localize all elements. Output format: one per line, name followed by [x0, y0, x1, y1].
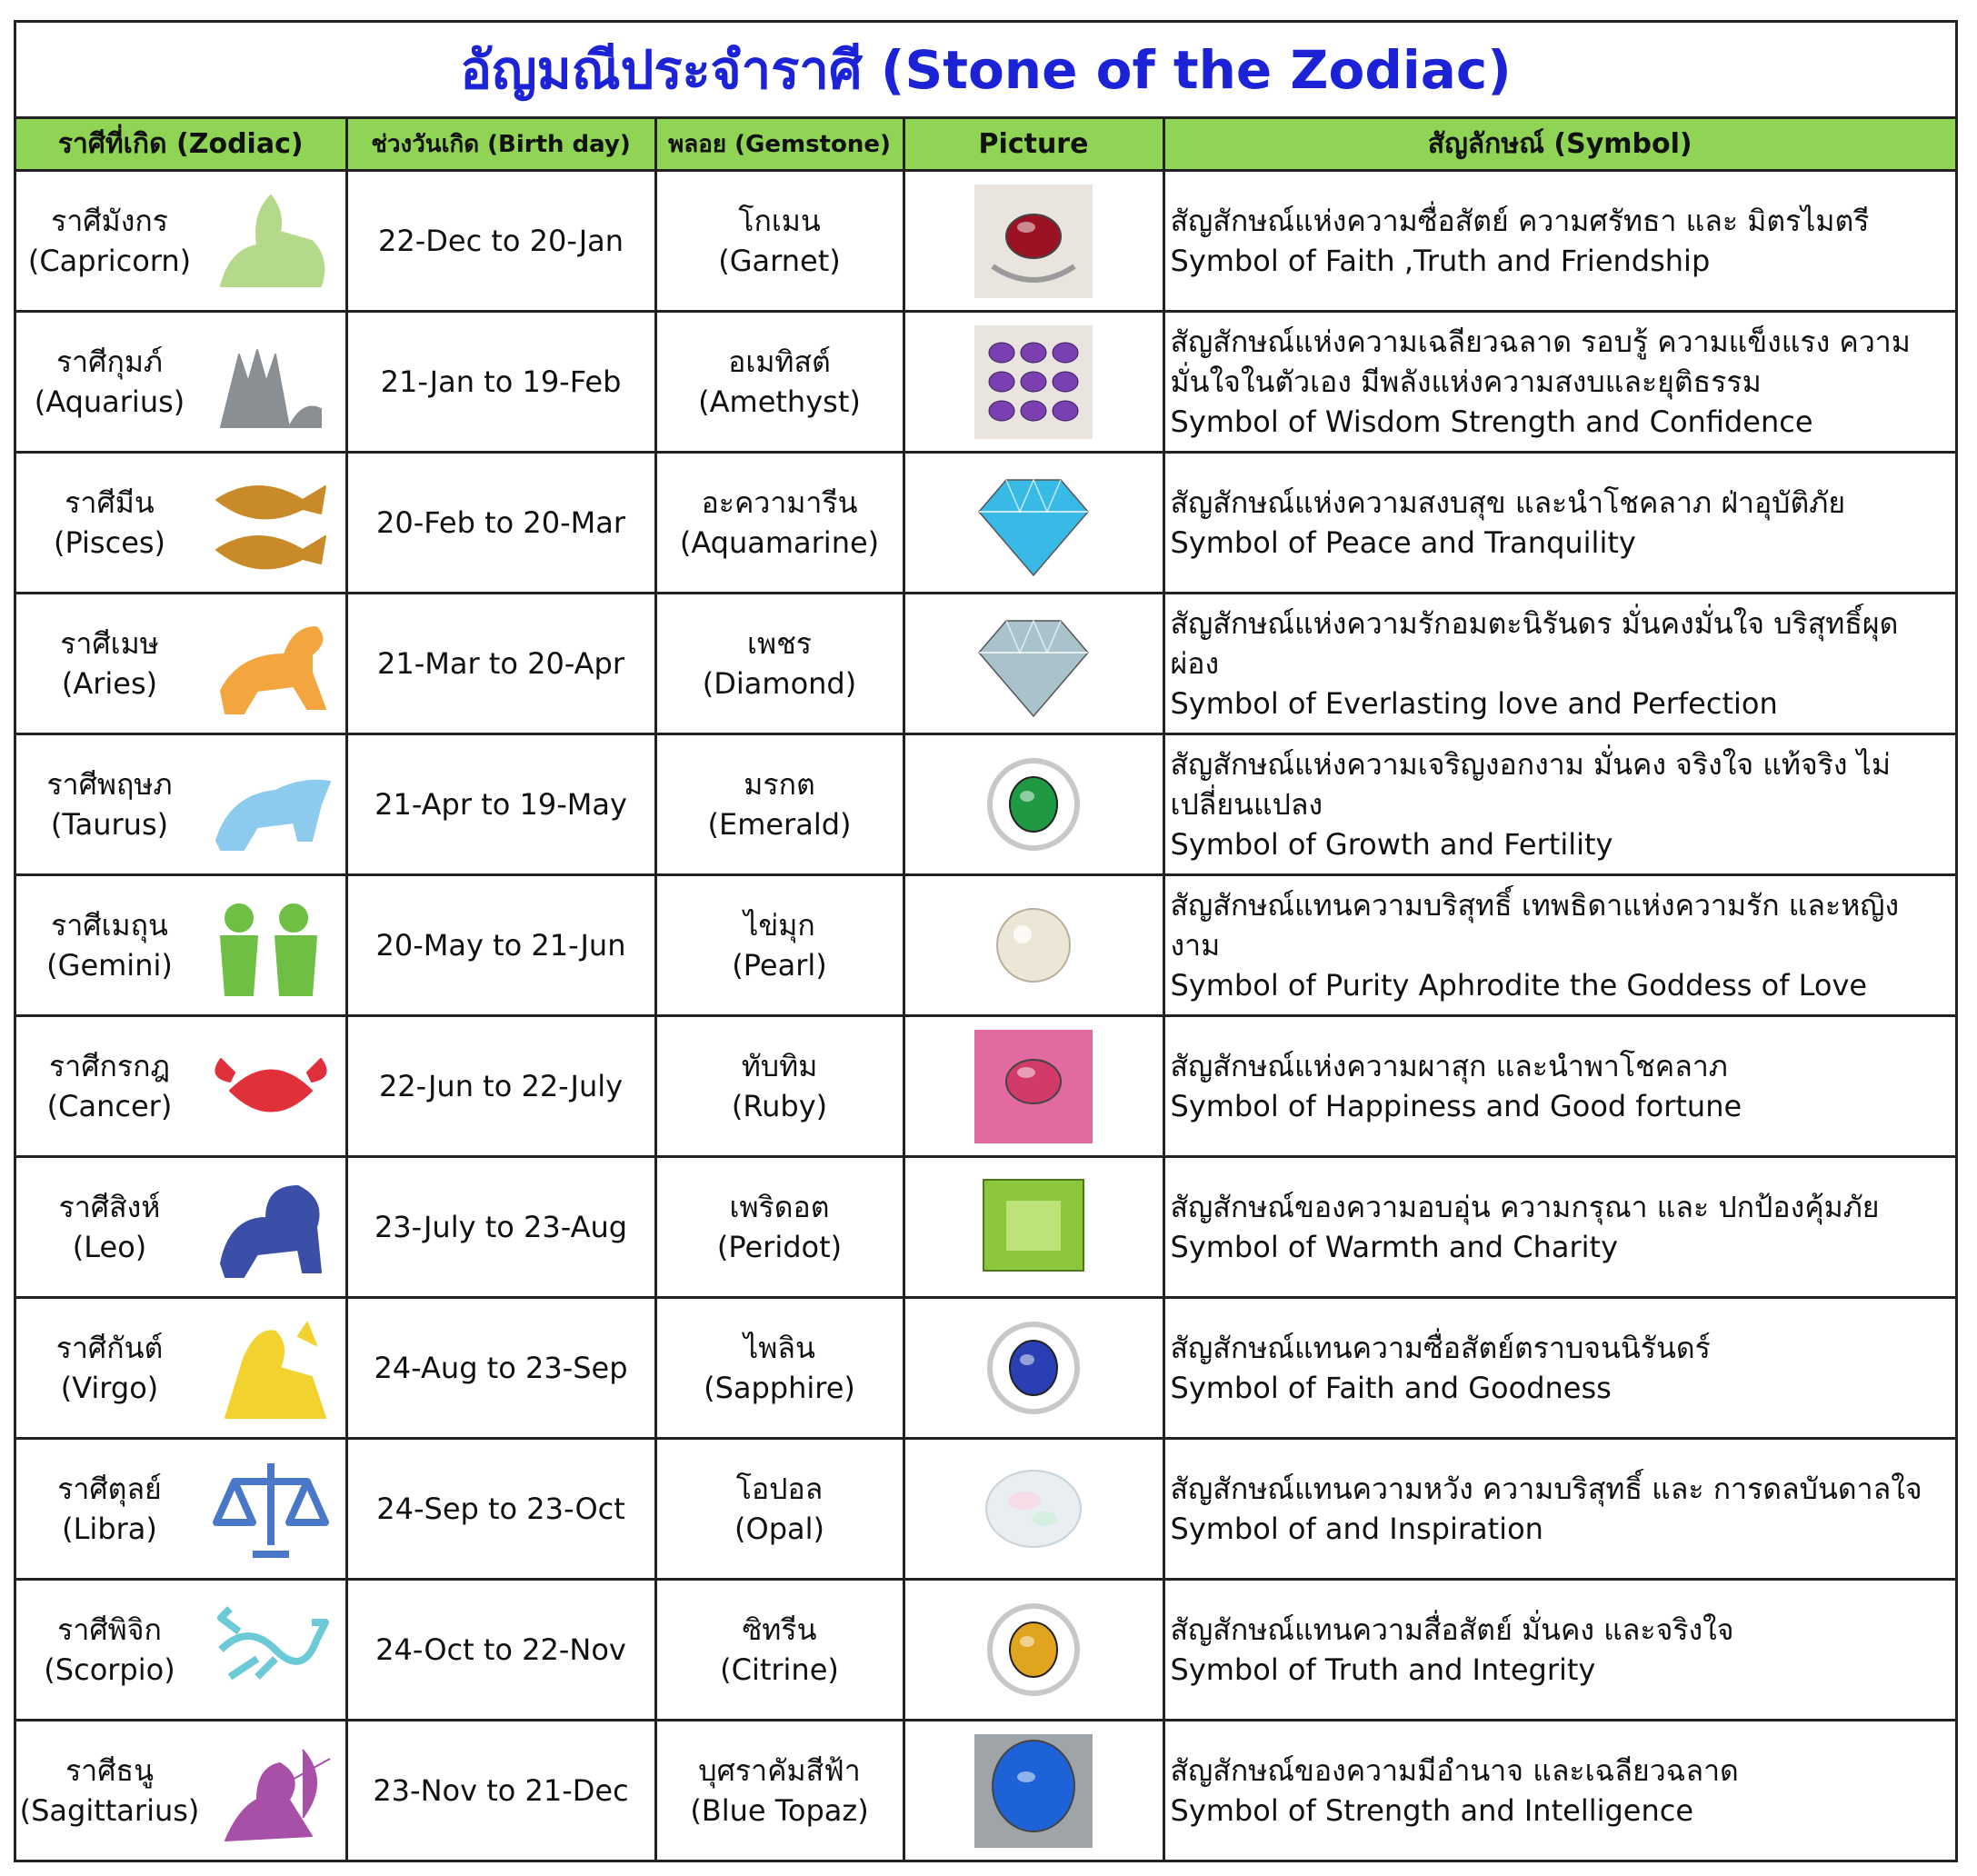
- gem-english: (Peridot): [716, 1230, 843, 1264]
- symbol-cell: [1163, 1157, 1955, 1298]
- symbol-line: Symbol of Everlasting love and Perfection: [1170, 686, 1778, 721]
- zodiac-cell: [16, 875, 346, 1016]
- scorpio-icon: [203, 1586, 339, 1713]
- zodiac-name: [16, 1751, 203, 1831]
- symbol-cell: [1163, 1439, 1955, 1580]
- symbol-cell: [1163, 1016, 1955, 1157]
- capricorn-icon: [203, 177, 339, 304]
- zodiac-wrap: [16, 1440, 345, 1578]
- gem-thai: บุศราคัมสีฟ้า: [698, 1753, 861, 1788]
- symbol-line: มั่นใจในตัวเอง มีพลังแห่งความสงบและยุติธรรม: [1170, 364, 1762, 399]
- gem-thai: เพริดอต: [729, 1190, 830, 1224]
- picture-cell: [904, 1721, 1163, 1861]
- table-row: [16, 1016, 1955, 1157]
- gemstone-cell: [655, 171, 904, 312]
- symbol-line: Symbol of Purity Aphrodite the Goddess of Love: [1170, 968, 1868, 1003]
- header-zodiac: ราศีที่เกิด (Zodiac): [16, 119, 346, 171]
- symbol-cell: [1163, 875, 1955, 1016]
- zodiac-name: [16, 342, 203, 422]
- symbol-cell: [1163, 453, 1955, 594]
- symbol-cell: [1163, 594, 1955, 734]
- birthday-cell: 21-Apr to 19-May: [346, 734, 655, 875]
- sagittarius-icon: [203, 1727, 339, 1854]
- symbol-line: Symbol of and Inspiration: [1170, 1512, 1543, 1546]
- zodiac-english: (Taurus): [50, 807, 169, 842]
- gemini-icon: [203, 882, 339, 1009]
- birthday-cell: 22-Jun to 22-July: [346, 1016, 655, 1157]
- zodiac-name: [16, 1610, 203, 1690]
- header-symbol: สัญลักษณ์ (Symbol): [1163, 119, 1955, 171]
- header-gemstone: พลอย (Gemstone): [655, 119, 904, 171]
- gemstone-cell: [655, 875, 904, 1016]
- zodiac-english: (Capricorn): [27, 244, 192, 278]
- gemstone-cell: [655, 1298, 904, 1439]
- diamond-photo: [905, 594, 1163, 733]
- symbol-line: สัญสักษณ์แห่งความรักอมตะนิรันดร มั่นคงมั่นใจ บริสุทธิ์ผุด: [1170, 606, 1899, 641]
- gem-thai: โอปอล: [735, 1472, 824, 1506]
- zodiac-cell: [16, 453, 346, 594]
- symbol-line: เปลี่ยนแปลง: [1170, 787, 1323, 822]
- citrine-photo: [905, 1581, 1163, 1719]
- gem-english: (Ruby): [731, 1089, 828, 1123]
- zodiac-english: (Pisces): [53, 525, 166, 560]
- picture-cell: [904, 1016, 1163, 1157]
- table-row: [16, 1580, 1955, 1721]
- symbol-line: สัญสักษณ์แทนความสื่อสัตย์ มั่นคง และจริงใจ: [1170, 1612, 1734, 1647]
- zodiac-thai: ราศีกุมภ์: [55, 344, 164, 379]
- table-row: [16, 875, 1955, 1016]
- zodiac-name: [16, 1046, 203, 1126]
- page-title: อัญมณีประจำราศี (Stone of the Zodiac): [16, 23, 1955, 119]
- pisces-icon: [203, 459, 339, 586]
- zodiac-english: (Scorpio): [44, 1652, 175, 1687]
- table-row: [16, 594, 1955, 734]
- picture-cell: [904, 312, 1163, 453]
- picture-cell: [904, 734, 1163, 875]
- zodiac-cell: [16, 1016, 346, 1157]
- birthday-cell: 23-Nov to 21-Dec: [346, 1721, 655, 1861]
- symbol-line: งาม: [1170, 928, 1221, 963]
- garnet-photo: [905, 172, 1163, 310]
- zodiac-name: [16, 624, 203, 704]
- zodiac-wrap: [16, 172, 345, 310]
- symbol-cell: [1163, 312, 1955, 453]
- symbol-line: สัญสักษณ์ของความอบอุ่น ความกรุณา และ ปกป้องคุ้มภัย: [1170, 1190, 1880, 1224]
- zodiac-wrap: [16, 313, 345, 451]
- picture-cell: [904, 1157, 1163, 1298]
- gem-thai: ซิทรีน: [742, 1612, 817, 1647]
- aries-icon: [203, 600, 339, 727]
- opal-photo: [905, 1440, 1163, 1578]
- birthday-cell: 24-Oct to 22-Nov: [346, 1580, 655, 1721]
- gem-english: (Diamond): [702, 666, 857, 701]
- gem-english: (Blue Topaz): [690, 1793, 869, 1828]
- symbol-line: สัญสักษณ์แทนความบริสุทธิ์ เทพธิดาแห่งความรัก และหญิง: [1170, 888, 1900, 923]
- symbol-cell: [1163, 1580, 1955, 1721]
- table-row: [16, 1721, 1955, 1861]
- zodiac-name: [16, 1187, 203, 1267]
- picture-cell: [904, 1439, 1163, 1580]
- gemstone-cell: [655, 1016, 904, 1157]
- zodiac-english: (Aquarius): [34, 384, 185, 419]
- gem-thai: เพชร: [747, 626, 812, 661]
- zodiac-english: (Virgo): [60, 1371, 159, 1405]
- zodiac-wrap: [16, 1581, 345, 1719]
- zodiac-cell: [16, 312, 346, 453]
- symbol-cell: [1163, 171, 1955, 312]
- zodiac-cell: [16, 1580, 346, 1721]
- picture-cell: [904, 1298, 1163, 1439]
- zodiac-english: (Libra): [62, 1512, 157, 1546]
- zodiac-cell: [16, 1721, 346, 1861]
- birthday-cell: 21-Jan to 19-Feb: [346, 312, 655, 453]
- gemstone-cell: [655, 1580, 904, 1721]
- symbol-cell: [1163, 1721, 1955, 1861]
- zodiac-cell: [16, 1439, 346, 1580]
- symbol-line: Symbol of Faith and Goodness: [1170, 1371, 1612, 1405]
- libra-icon: [203, 1445, 339, 1572]
- zodiac-wrap: [16, 454, 345, 592]
- symbol-line: สัญสักษณ์แทนความซื่อสัตย์ตราบจนนิรันดร์: [1170, 1331, 1711, 1365]
- zodiac-thai: ราศีกันต์: [55, 1331, 164, 1365]
- aquamarine-photo: [905, 454, 1163, 592]
- header-picture: Picture: [904, 119, 1163, 171]
- birthday-cell: 21-Mar to 20-Apr: [346, 594, 655, 734]
- zodiac-cell: [16, 594, 346, 734]
- zodiac-thai: ราศีกรกฎ: [49, 1049, 170, 1083]
- virgo-icon: [203, 1304, 339, 1432]
- gem-thai: มรกต: [744, 767, 815, 802]
- symbol-line: สัญสักษณ์แห่งความซื่อสัตย์ ความศรัทธา และ มิตรไมตรี: [1170, 204, 1870, 238]
- zodiac-table: [16, 119, 1955, 1860]
- ruby-photo: [905, 1017, 1163, 1155]
- table-row: [16, 1439, 1955, 1580]
- sapphire-photo: [905, 1299, 1163, 1437]
- gem-thai: อะความารีน: [701, 485, 858, 520]
- header-row: [16, 119, 1955, 171]
- table-row: [16, 171, 1955, 312]
- symbol-line: สัญสักษณ์แห่งความสงบสุข และนำโชคลาภ ฝ่าอุบัติภัย: [1170, 485, 1846, 520]
- symbol-line: Symbol of Faith ,Truth and Friendship: [1170, 244, 1711, 278]
- symbol-line: ผ่อง: [1170, 646, 1220, 681]
- birthday-cell: 24-Aug to 23-Sep: [346, 1298, 655, 1439]
- symbol-line: Symbol of Peace and Tranquility: [1170, 525, 1636, 560]
- symbol-line: Symbol of Happiness and Good fortune: [1170, 1089, 1742, 1123]
- table-row: [16, 312, 1955, 453]
- symbol-line: สัญสักษณ์ของความมีอำนาจ และเฉลียวฉลาด: [1170, 1753, 1739, 1788]
- taurus-icon: [203, 741, 339, 868]
- zodiac-stone-sheet: [14, 20, 1958, 1862]
- gemstone-cell: [655, 734, 904, 875]
- zodiac-name: [16, 1328, 203, 1408]
- amethyst-photo: [905, 313, 1163, 451]
- symbol-line: Symbol of Wisdom Strength and Confidence: [1170, 404, 1813, 439]
- symbol-line: Symbol of Growth and Fertility: [1170, 827, 1613, 862]
- gem-thai: อเมทิสต์: [728, 344, 831, 379]
- zodiac-name: [16, 201, 203, 281]
- symbol-line: สัญสักษณ์แห่งความผาสุก และนำพาโชคลาภ: [1170, 1049, 1728, 1083]
- gem-thai: ทับทิม: [741, 1049, 818, 1083]
- zodiac-thai: ราศีมีน: [65, 485, 155, 520]
- birthday-cell: 20-Feb to 20-Mar: [346, 453, 655, 594]
- table-row: [16, 453, 1955, 594]
- symbol-line: สัญสักษณ์แทนความหวัง ความบริสุทธิ์ และ การดลบันดาลใจ: [1170, 1472, 1922, 1506]
- table-row: [16, 734, 1955, 875]
- zodiac-thai: ราศีมังกร: [51, 204, 168, 238]
- gem-english: (Emerald): [707, 807, 852, 842]
- zodiac-wrap: [16, 735, 345, 873]
- blue-topaz-photo: [905, 1721, 1163, 1860]
- gem-english: (Garnet): [718, 244, 841, 278]
- gemstone-cell: [655, 453, 904, 594]
- zodiac-cell: [16, 171, 346, 312]
- gem-english: (Aquamarine): [679, 525, 880, 560]
- zodiac-name: [16, 483, 203, 563]
- zodiac-thai: ราศีพฤษภ: [46, 767, 173, 802]
- gem-english: (Opal): [734, 1512, 824, 1546]
- symbol-cell: [1163, 734, 1955, 875]
- zodiac-name: [16, 1469, 203, 1549]
- symbol-line: Symbol of Truth and Integrity: [1170, 1652, 1596, 1687]
- birthday-cell: 24-Sep to 23-Oct: [346, 1439, 655, 1580]
- zodiac-thai: ราศีธนู: [65, 1753, 154, 1788]
- peridot-photo: [905, 1158, 1163, 1296]
- symbol-line: Symbol of Strength and Intelligence: [1170, 1793, 1694, 1828]
- zodiac-name: [16, 764, 203, 844]
- emerald-photo: [905, 735, 1163, 873]
- zodiac-english: (Gemini): [46, 948, 173, 983]
- gemstone-cell: [655, 1157, 904, 1298]
- birthday-cell: 23-July to 23-Aug: [346, 1157, 655, 1298]
- picture-cell: [904, 1580, 1163, 1721]
- gemstone-cell: [655, 1439, 904, 1580]
- birthday-cell: 20-May to 21-Jun: [346, 875, 655, 1016]
- zodiac-thai: ราศีตุลย์: [57, 1472, 162, 1506]
- picture-cell: [904, 171, 1163, 312]
- picture-cell: [904, 875, 1163, 1016]
- symbol-cell: [1163, 1298, 1955, 1439]
- pearl-photo: [905, 876, 1163, 1014]
- table-row: [16, 1298, 1955, 1439]
- cancer-icon: [203, 1023, 339, 1150]
- aquarius-icon: [203, 318, 339, 445]
- birthday-cell: 22-Dec to 20-Jan: [346, 171, 655, 312]
- zodiac-english: (Leo): [72, 1230, 147, 1264]
- zodiac-thai: ราศีเมษ: [60, 626, 159, 661]
- gem-thai: ไข่มุก: [744, 908, 815, 943]
- zodiac-thai: ราศีสิงห์: [58, 1190, 161, 1224]
- zodiac-english: (Aries): [61, 666, 158, 701]
- zodiac-name: [16, 905, 203, 985]
- gemstone-cell: [655, 594, 904, 734]
- gem-thai: ไพลิน: [744, 1331, 815, 1365]
- header-birthday: ช่วงวันเกิด (Birth day): [346, 119, 655, 171]
- zodiac-cell: [16, 1298, 346, 1439]
- zodiac-wrap: [16, 1299, 345, 1437]
- zodiac-wrap: [16, 594, 345, 733]
- gemstone-cell: [655, 312, 904, 453]
- zodiac-wrap: [16, 1721, 345, 1860]
- zodiac-thai: ราศีเมถุน: [51, 908, 168, 943]
- gem-thai: โกเมน: [738, 204, 821, 238]
- symbol-line: สัญสักษณ์แห่งความเจริญงอกงาม มั่นคง จริงใจ แท้จริง ไม่: [1170, 747, 1891, 782]
- table-row: [16, 1157, 1955, 1298]
- zodiac-english: (Cancer): [46, 1089, 173, 1123]
- gem-english: (Pearl): [732, 948, 827, 983]
- gem-english: (Amethyst): [698, 384, 861, 419]
- zodiac-wrap: [16, 876, 345, 1014]
- zodiac-thai: ราศีพิจิก: [57, 1612, 162, 1647]
- symbol-line: Symbol of Warmth and Charity: [1170, 1230, 1618, 1264]
- zodiac-cell: [16, 1157, 346, 1298]
- zodiac-wrap: [16, 1017, 345, 1155]
- symbol-line: สัญสักษณ์แห่งความเฉลียวฉลาด รอบรู้ ความแข็งแรง ความ: [1170, 324, 1911, 359]
- zodiac-wrap: [16, 1158, 345, 1296]
- picture-cell: [904, 453, 1163, 594]
- gem-english: (Citrine): [720, 1652, 839, 1687]
- leo-icon: [203, 1163, 339, 1291]
- gemstone-cell: [655, 1721, 904, 1861]
- zodiac-english: (Sagittarius): [19, 1793, 200, 1828]
- picture-cell: [904, 594, 1163, 734]
- gem-english: (Sapphire): [704, 1371, 855, 1405]
- zodiac-cell: [16, 734, 346, 875]
